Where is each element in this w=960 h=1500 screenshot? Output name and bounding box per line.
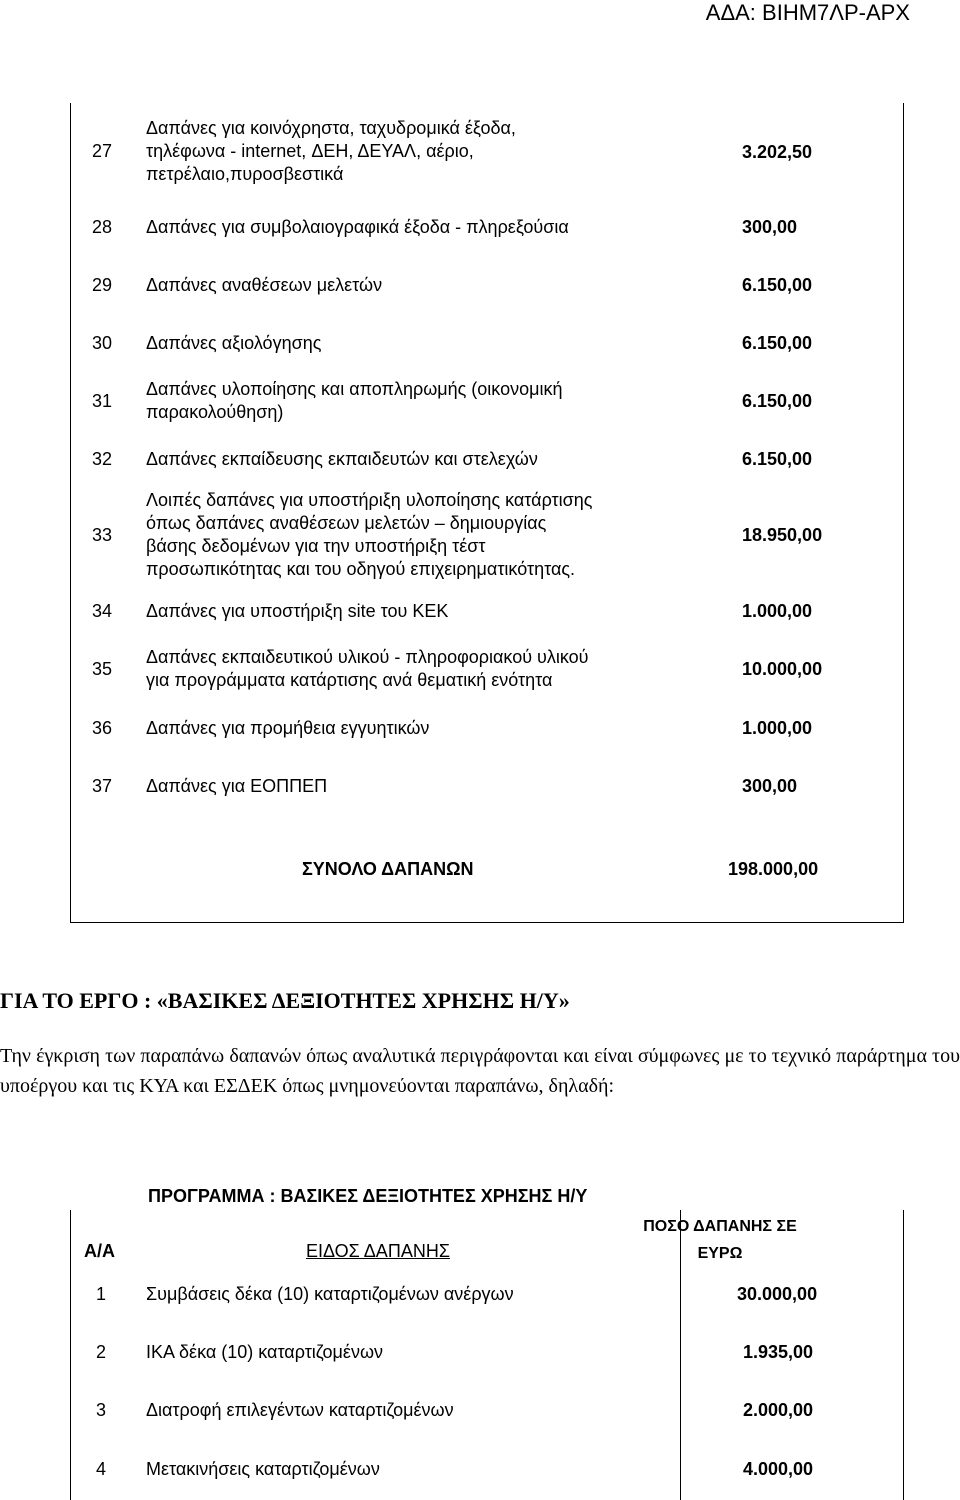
row-amount: 2.000,00 [743, 1400, 814, 1420]
expenses-table [70, 103, 904, 923]
row-description [146, 646, 589, 692]
row-description: Δαπάνες για συμβολαιογραφικά έξοδα - πληρεξούσια [146, 217, 569, 237]
row-number: 36 [92, 718, 113, 738]
row-description: ΙΚΑ δέκα (10) καταρτιζομένων [146, 1342, 383, 1362]
desc-line: παρακολούθηση) [146, 402, 284, 422]
row-amount: 4.000,00 [743, 1459, 814, 1479]
row-description: Δαπάνες αναθέσεων μελετών [146, 275, 383, 295]
header-amount [620, 1213, 820, 1267]
row-description [146, 378, 563, 424]
desc-line: Δαπάνες εκπαιδευτικού υλικού - πληροφοριακού υλικού [146, 647, 589, 667]
row-number: 34 [92, 601, 113, 621]
program-title: ΠΡΟΓΡΑΜΜΑ : ΒΑΣΙΚΕΣ ΔΕΞΙΟΤΗΤΕΣ ΧΡΗΣΗΣ Η/Υ [148, 1186, 588, 1206]
row-amount: 300,00 [742, 217, 798, 237]
row-number: 32 [92, 449, 113, 469]
row-description: Διατροφή επιλεγέντων καταρτιζομένων [146, 1400, 454, 1420]
header-amount-line: ΕΥΡΩ [697, 1245, 743, 1262]
row-amount: 1.000,00 [742, 718, 813, 738]
row-number: 30 [92, 333, 113, 353]
row-amount: 1.000,00 [742, 601, 813, 621]
desc-line: Λοιπές δαπάνες για υποστήριξη υλοποίησης κατάρτισης [146, 490, 593, 510]
row-amount: 10.000,00 [742, 659, 823, 679]
row-number: 29 [92, 275, 113, 295]
desc-line: πετρέλαιο,πυροσβεστικά [146, 164, 344, 184]
desc-line: τηλέφωνα - internet, ΔΕΗ, ΔΕΥΑΛ, αέριο, [146, 141, 474, 161]
row-number: 28 [92, 217, 113, 237]
row-description: Δαπάνες εκπαίδευσης εκπαιδευτών και στελεχών [146, 449, 538, 469]
row-description: Δαπάνες αξιολόγησης [146, 333, 322, 353]
row-description: Συμβάσεις δέκα (10) καταρτιζομένων ανέργων [146, 1284, 514, 1304]
row-number: 27 [92, 141, 113, 161]
row-description: Μετακινήσεις καταρτιζομένων [146, 1459, 380, 1479]
desc-line: προσωπικότητας και του οδηγού επιχειρηματικότητας. [146, 559, 576, 579]
desc-line: βάσης δεδομένων για την υποστήριξη τέστ [146, 536, 486, 556]
row-number: 33 [92, 525, 113, 545]
row-number: 1 [96, 1284, 107, 1304]
project-heading: ΓΙΑ ΤΟ ΕΡΓΟ : «ΒΑΣΙΚΕΣ ΔΕΞΙΟΤΗΤΕΣ ΧΡΗΣΗΣ Η/Υ» [0, 988, 570, 1013]
desc-line: για προγράμματα κατάρτισης ανά θεματική ενότητα [146, 670, 553, 690]
desc-line: όπως δαπάνες αναθέσεων μελετών – δημιουργίας [146, 513, 547, 533]
row-amount: 3.202,50 [742, 142, 813, 162]
row-amount: 6.150,00 [742, 333, 813, 353]
total-amount: 198.000,00 [728, 859, 819, 879]
row-description: Δαπάνες για προμήθεια εγγυητικών [146, 718, 430, 738]
row-description [146, 117, 516, 186]
row-description: Δαπάνες για υποστήριξη site του ΚΕΚ [146, 601, 449, 621]
row-amount: 300,00 [742, 776, 798, 796]
row-amount: 6.150,00 [742, 391, 813, 411]
row-amount: 6.150,00 [742, 449, 813, 469]
total-label: ΣΥΝΟΛΟ ΔΑΠΑΝΩΝ [302, 859, 474, 879]
row-amount: 6.150,00 [742, 275, 813, 295]
header-aa: Α/Α [84, 1241, 115, 1261]
approval-paragraph: Την έγκριση των παραπάνω δαπανών όπως αναλυτικά περιγράφονται και είναι σύμφωνες με το τεχνικό παράρτημα του υποέργου και τις ΚΥΑ και ΕΣΔΕΚ όπως μνημονεύονται παραπάνω, δηλαδή: [0, 1045, 960, 1097]
row-number: 37 [92, 776, 113, 796]
row-amount: 1.935,00 [743, 1342, 814, 1362]
row-description: Δαπάνες για ΕΟΠΠΕΠ [146, 776, 328, 796]
row-number: 35 [92, 659, 113, 679]
row-amount: 30.000,00 [737, 1284, 818, 1304]
row-number: 4 [96, 1459, 107, 1479]
row-description [146, 489, 592, 581]
desc-line: Δαπάνες υλοποίησης και αποπληρωμής (οικονομική [146, 379, 563, 399]
ada-code: ΑΔΑ: ΒΙΗΜ7ΛΡ-ΑΡΧ [705, 0, 910, 25]
header-kind: ΕΙΔΟΣ ΔΑΠΑΝΗΣ [306, 1241, 450, 1261]
row-number: 31 [92, 391, 113, 411]
header-amount-line: ΠΟΣΟ ΔΑΠΑΝΗΣ ΣΕ [643, 1218, 797, 1235]
row-number: 3 [96, 1400, 107, 1420]
desc-line: Δαπάνες για κοινόχρηστα, ταχυδρομικά έξοδα, [146, 118, 516, 138]
row-amount: 18.950,00 [742, 525, 823, 545]
row-number: 2 [96, 1342, 107, 1362]
